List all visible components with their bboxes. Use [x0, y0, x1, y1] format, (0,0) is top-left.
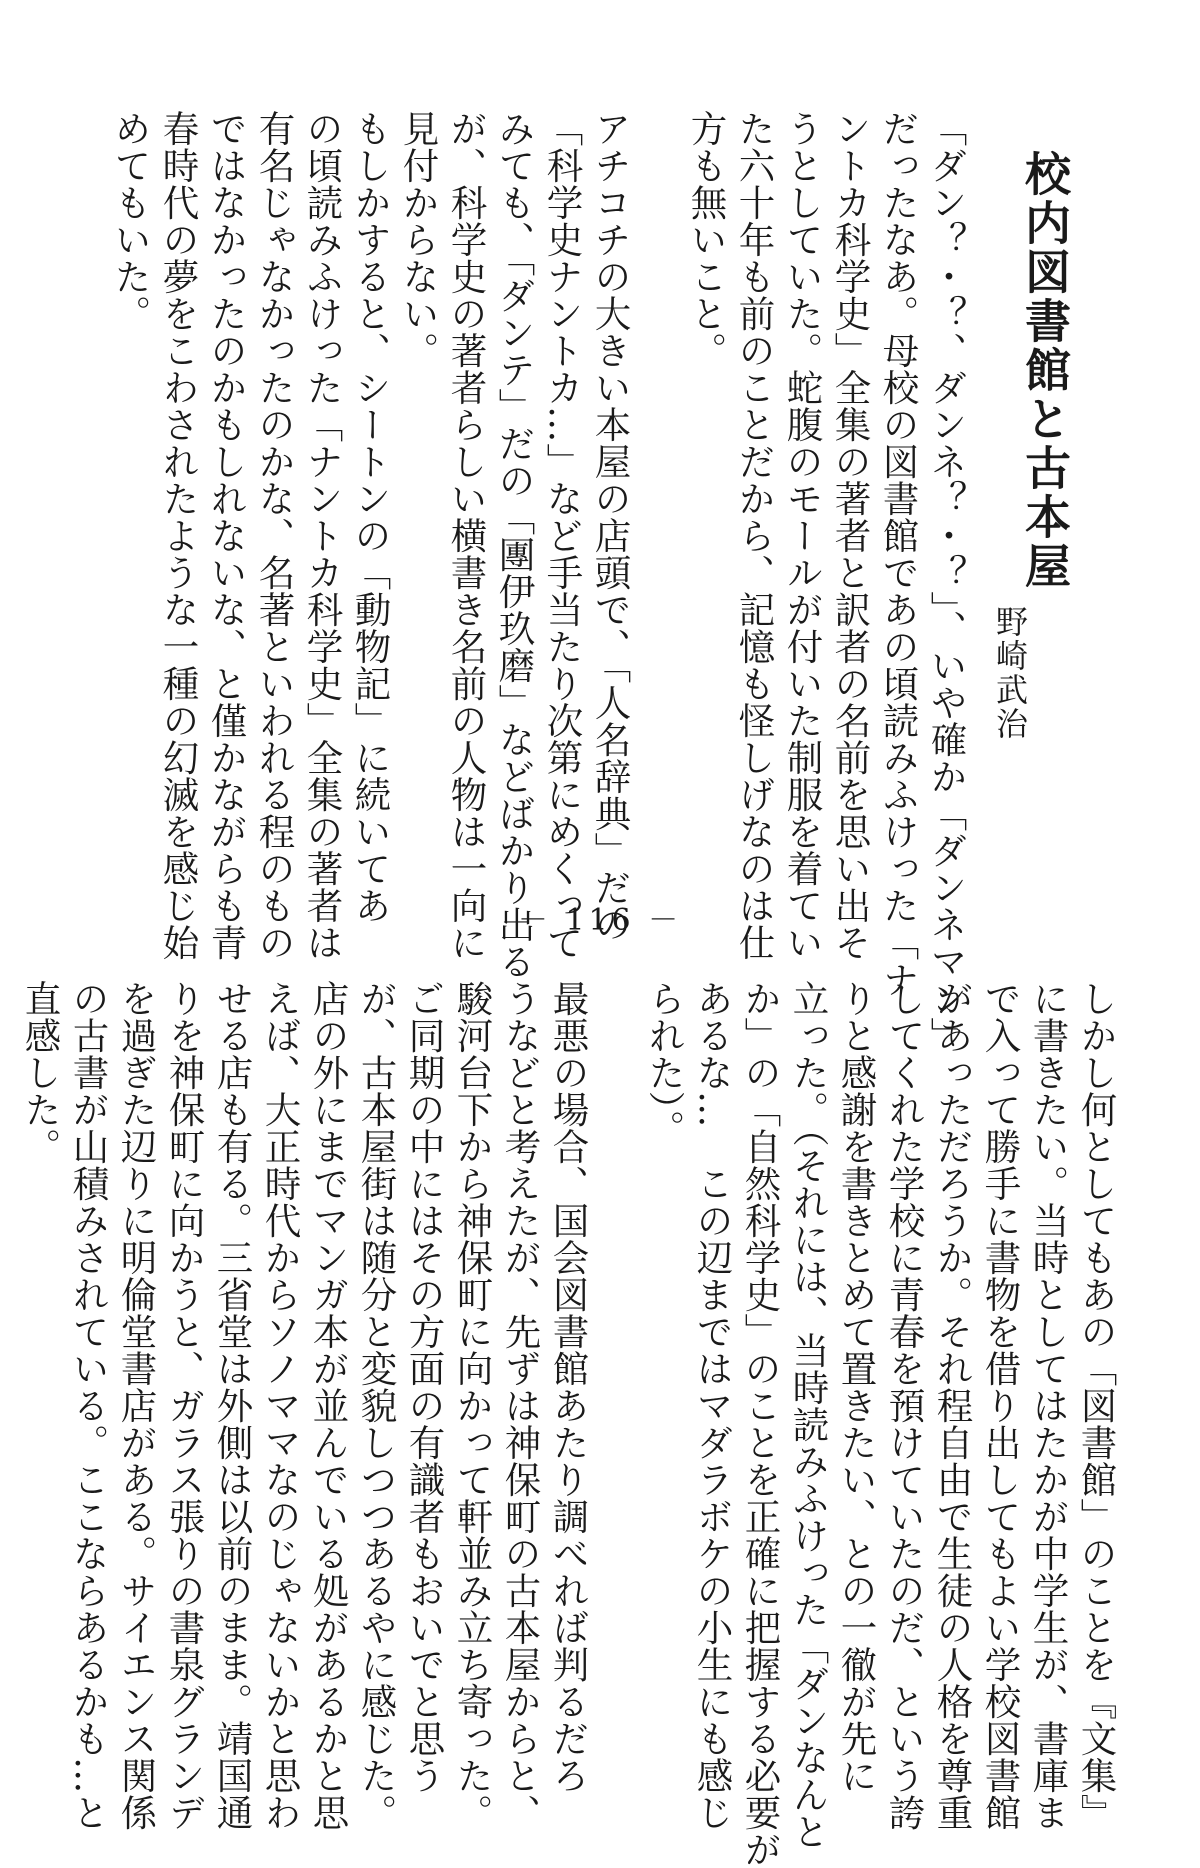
text-column: えば、大正時代からソノママなのじゃないかと思わ — [259, 980, 302, 1831]
text-column: めてもいた。 — [109, 110, 152, 332]
text-column: あるな… この辺まではマダラボケの小生にも感じ — [691, 980, 734, 1831]
author-family-name: 野崎 — [991, 605, 1029, 673]
text-column: りと感謝を書きとめて置きたい、との一徹が先に — [835, 980, 878, 1794]
author-given-name: 武治 — [991, 673, 1029, 741]
text-column: に書きたい。当時としてはたかが中学生が、書庫ま — [1027, 980, 1070, 1831]
text-column: られた）。 — [643, 980, 686, 1147]
bottom-half-body-text — [16, 980, 1120, 1868]
text-column: 立った。（それには、当時読みふけった「ダンなんと — [787, 980, 830, 1850]
text-column: ご同期の中にはその方面の有識者もおいでと思う — [403, 980, 446, 1794]
text-column: の古書が山積みされている。ここならあるかも…と — [67, 980, 110, 1831]
text-column: を過ぎた辺りに明倫堂書店がある。サイエンス関係 — [115, 980, 158, 1831]
text-column: 最悪の場合、国会図書館あたり調べれば判るだろ — [547, 980, 590, 1794]
text-column: 駿河台下から神保町に向かって軒並み立ち寄った。 — [451, 980, 494, 1831]
author-name — [985, 605, 1035, 741]
text-column: 方も無いこと。 — [685, 110, 728, 369]
text-column: だったなあ。母校の図書館であの頃読みふけった「ナ — [877, 110, 920, 998]
paragraph-gap — [592, 980, 640, 1700]
text-column: ではなかったのかもしれないな、と僅かながらも青 — [205, 110, 248, 961]
text-column: ントカ科学史」全集の著者と訳者の名前を思い出そ — [829, 110, 872, 961]
text-column: が、古本屋街は随分と変貌しつつあるやに感じた。 — [355, 980, 398, 1831]
text-column: みても、「ダンテ」だの「團伊玖磨」などばかり出る — [493, 110, 536, 980]
text-column: で入って勝手に書物を借り出してもよい学校図書館 — [979, 980, 1022, 1831]
text-column: 「科学史ナントカ…」など手当たり次第にめくって — [541, 110, 584, 961]
text-column: か」の「自然科学史」のことを正確に把握する必要が — [739, 980, 782, 1868]
text-column: もしかすると、シートンの「動物記」に続いてあ — [349, 110, 392, 924]
text-column: があっただろうか。それ程自由で生徒の人格を尊重 — [931, 980, 974, 1831]
text-column: 春時代の夢をこわされたような一種の幻滅を感じ始 — [157, 110, 200, 961]
text-column: りを神保町に向かうと、ガラス張りの書泉グランデ — [163, 980, 206, 1831]
text-column: 店の外にまでマンガ本が並んでいる処があるかと思 — [307, 980, 350, 1831]
page-number: － 116 － — [517, 903, 683, 938]
text-column: た六十年も前のことだから、記憶も怪しげなのは仕 — [733, 110, 776, 961]
text-column: うとしていた。蛇腹のモールが付いた制服を着てい — [781, 110, 824, 961]
text-column: 直感した。 — [19, 980, 62, 1165]
text-column: しかし何としてもあの「図書館」のことを『文集』 — [1075, 980, 1118, 1831]
text-column: 見付からない。 — [397, 110, 440, 369]
text-column: うなどと考えたが、先ずは神保町の古本屋からと、 — [499, 980, 542, 1831]
text-column: 「ダン？・？、ダンネ？・？」、いや確か「ダンネマン」 — [925, 110, 968, 1054]
text-column: の頃読みふけった「ナントカ科学史」全集の著者は — [301, 110, 344, 961]
text-column: せる店も有る。三省堂は外側は以前のまま。靖国通 — [211, 980, 254, 1831]
text-column: アチコチの大きい本屋の店頭で、「人名辞典」だの — [589, 110, 632, 943]
essay-title: 校内図書館と古本屋 — [1018, 150, 1072, 591]
text-column: 有名じゃなかったのかな、名著といわれる程のもの — [253, 110, 296, 961]
text-column: が、科学史の著者らしい横書き名前の人物は一向に — [445, 110, 488, 961]
paragraph-gap — [634, 110, 682, 840]
text-column: してくれた学校に青春を預けていたのだ、という誇 — [883, 980, 926, 1831]
